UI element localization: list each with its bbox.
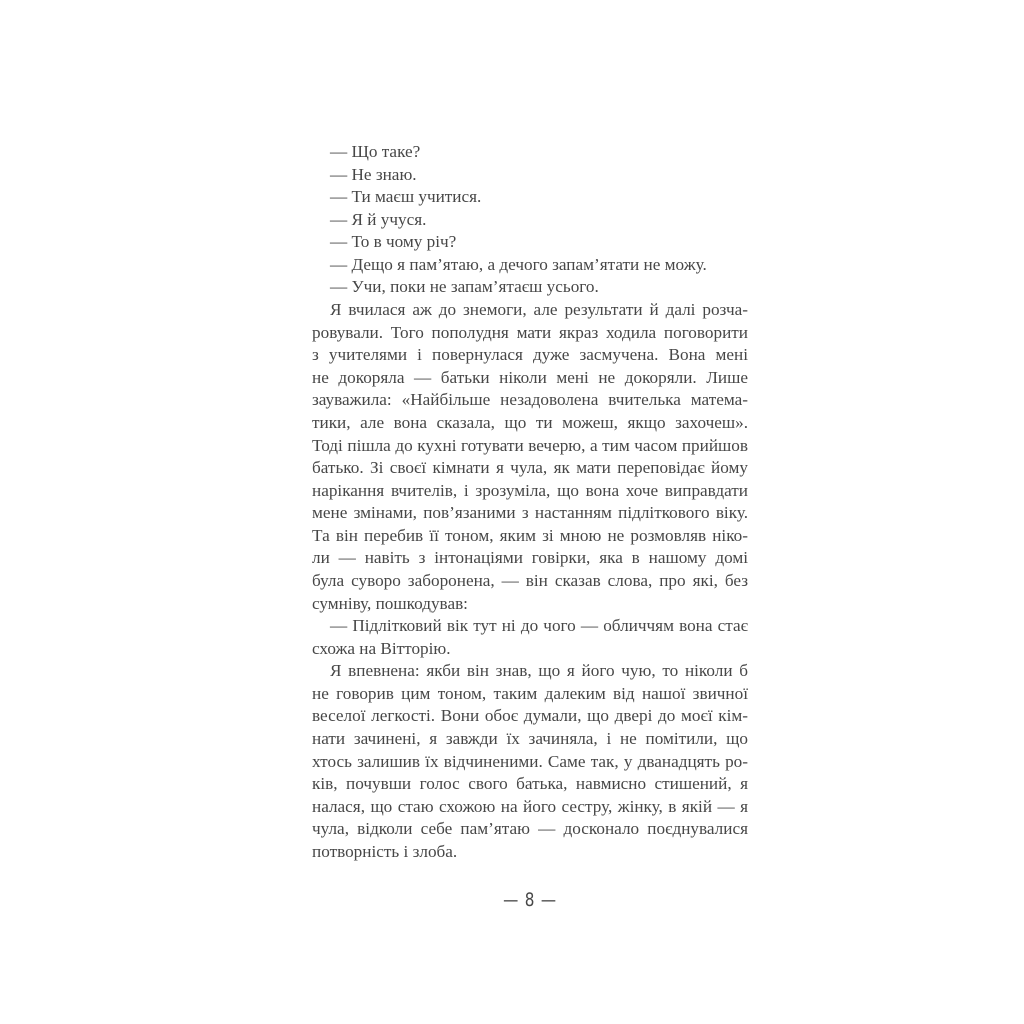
paragraph-line: веселої легкості. Вони обоє думали, що двері до моєї кім- [312,706,748,726]
paragraph-line: налася, що стаю схожою на його сестру, жінку, в якій — я [312,796,748,816]
dialogue-line: — Дещо я пам’ятаю, а дечого запам’ятати не можу. [330,254,707,274]
paragraph-line: схожа на Вітторію. [312,638,451,658]
paragraph-line: Та він перебив її тоном, яким зі мною не розмовляв ніко- [312,525,748,545]
paragraph-line: Я впевнена: якби він знав, що я його чую, то ніколи б [330,661,748,681]
paragraph-line: була суворо заборонена, — він сказав слова, про які, без [312,570,748,590]
dialogue-line: — Ти маєш учитися. [330,187,482,207]
paragraph-line: ків, почувши голос свого батька, навмисно стишений, я [312,774,748,794]
page-number: — 8 — [503,889,557,911]
paragraph-line: — Підлітковий вік тут ні до чого — обличчям вона стає [330,616,748,636]
paragraph-line: ровували. Того пополудня мати якраз ходила поговорити [312,322,748,342]
paragraph-line: нати зачинені, я завжди їх зачиняла, і не помітили, що [312,729,748,749]
paragraph-line: ли — навіть з інтонаціями говірки, яка в нашому домі [312,548,748,568]
dialogue-line: — Не знаю. [330,164,417,184]
paragraph-line: не докоряла — батьки ніколи мені не докоряли. Лише [312,367,748,387]
paragraph-line: тики, але вона сказала, що ти можеш, якщо захочеш». [312,412,748,432]
paragraph-line: сумніву, пошкодував: [312,593,468,613]
dialogue-line: — То в чому річ? [330,232,457,252]
paragraph-line: Тоді пішла до кухні готувати вечерю, а тим часом прийшов [312,435,748,455]
paragraph-line: потворність і злоба. [312,841,458,861]
paragraph-line: зауважила: «Найбільше незадоволена вчителька матема- [312,390,748,410]
paragraph-line: з учителями і повернулася дуже засмучена. Вона мені [312,345,748,365]
paragraph-line: не говорив цим тоном, таким далеким від нашої звичної [312,683,748,703]
paragraph-line: нарікання вчителів, і зрозуміла, що вона хоче виправдати [312,480,748,500]
body-text [312,141,748,864]
dialogue-line: — Учи, поки не запам’ятаєш усього. [330,277,599,297]
dialogue-line: — Я й учуся. [330,209,427,229]
paragraph-line: хтось залишив їх відчиненими. Саме так, у дванадцять ро- [312,751,748,771]
paragraph-line: чула, відколи себе пам’ятаю — досконало поєднувалися [312,819,748,839]
paragraph-line: мене змінами, пов’язаними з настанням підліткового віку. [312,503,748,523]
paragraph-line: батько. Зі своєї кімнати я чула, як мати переповідає йому [312,458,748,478]
paragraph-line: Я вчилася аж до знемоги, але результати й далі розча- [330,300,748,320]
dialogue-line: — Що таке? [330,142,421,161]
